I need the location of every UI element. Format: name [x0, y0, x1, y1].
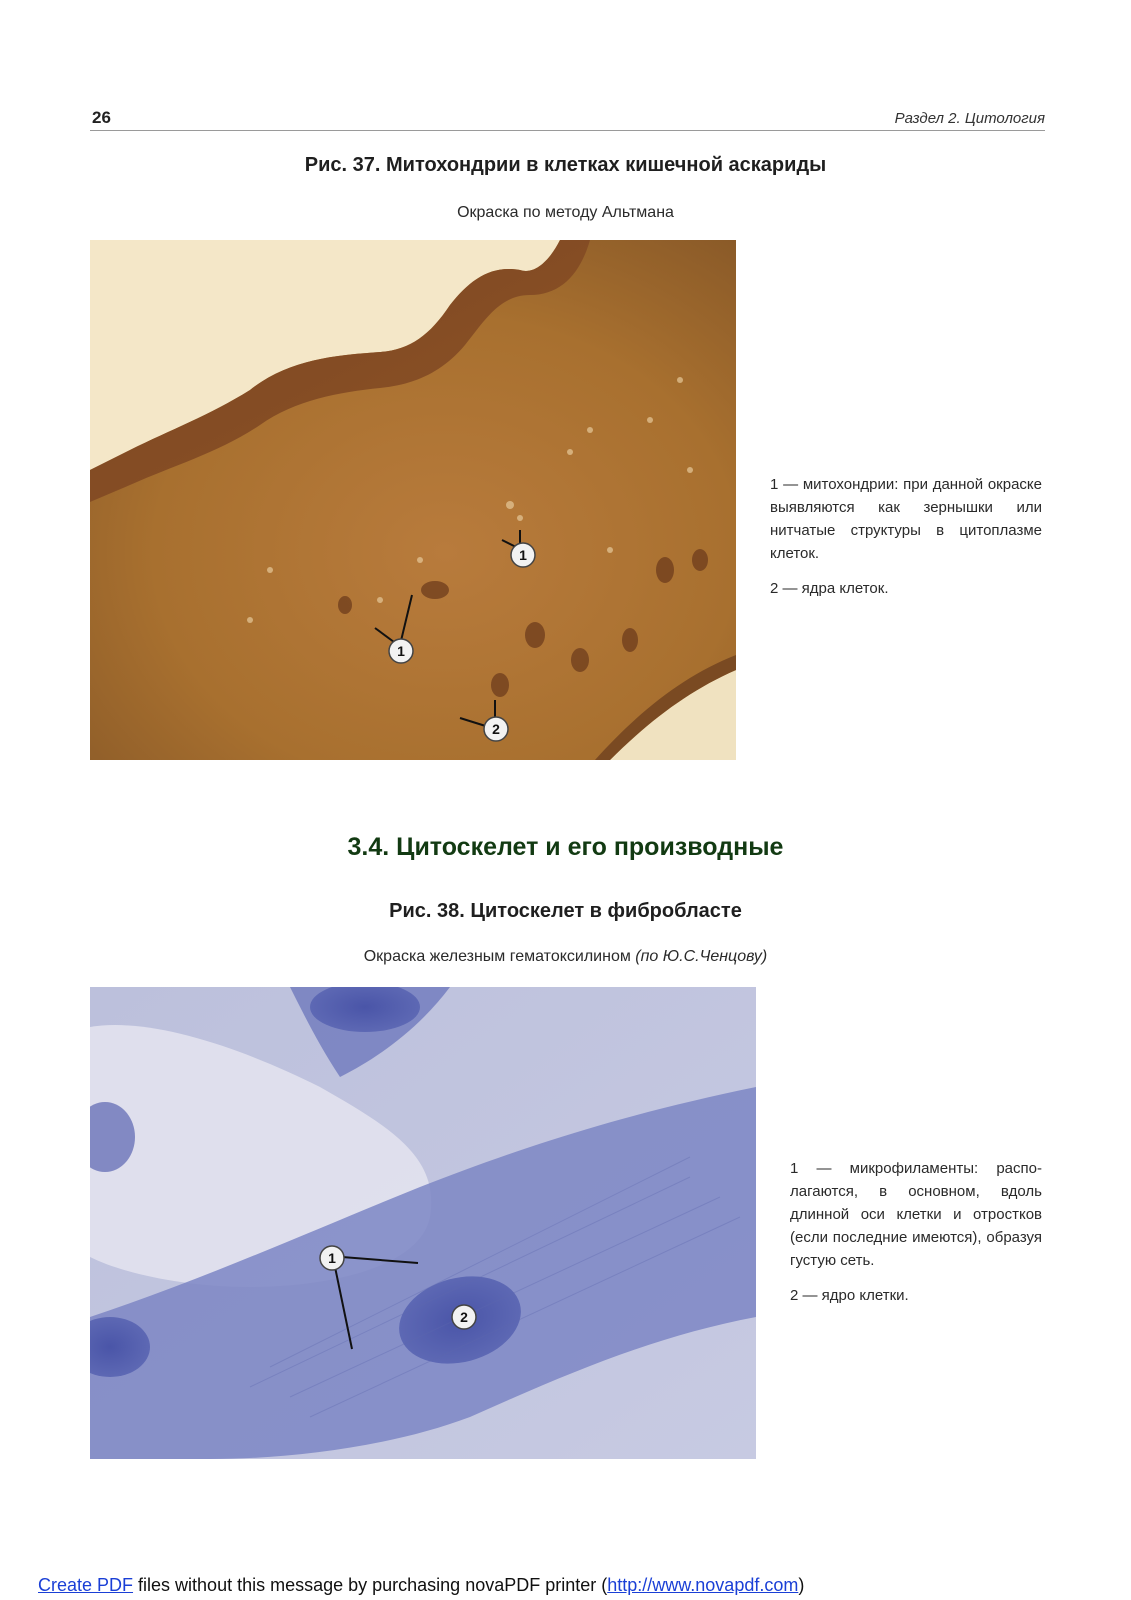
micrograph-ascaris-image: [90, 240, 736, 760]
footer-text: files without this message by purchasing novaPDF printer (: [133, 1575, 608, 1595]
figure-38-legend-item-1: 1 — микрофиламенты: располагаются, в основном, вдоль длинной оси клетки и отростков (если последние имеются), образуя густую сеть.: [790, 1160, 1042, 1269]
figure-38-stain-author: (по Ю.С.Ченцову): [635, 948, 768, 965]
footer-text-end: ): [798, 1575, 805, 1595]
page-number: 26: [92, 108, 111, 127]
figure-37-legend: [770, 473, 1042, 612]
create-pdf-link[interactable]: Create PDF: [38, 1575, 134, 1595]
micrograph-fibroblast-image: [90, 987, 756, 1459]
figure-37-title: Рис. 37. Митохондрии в клетках кишечной аскариды: [304, 154, 827, 176]
figure-38-micrograph: [90, 987, 756, 1459]
figure-37-marker-2: [484, 717, 508, 741]
figure-38-stain-method: Окраска железным гематоксилином: [363, 948, 631, 965]
figure-38-legend: [790, 1157, 1042, 1319]
figure-37-legend-item-2: 2 — ядра клеток.: [770, 580, 889, 597]
svg-text:2: 2: [460, 1309, 468, 1325]
svg-text:1: 1: [397, 643, 405, 659]
header-rule: [90, 130, 1045, 131]
figure-37-marker-1a: [511, 543, 535, 567]
figure-37-stain: Окраска по методу Альтмана: [457, 204, 674, 221]
figure-37-marker-1b: [389, 639, 413, 663]
svg-text:1: 1: [328, 1250, 336, 1266]
figure-38-marker-2: [452, 1305, 476, 1329]
footer-notice: [38, 1575, 804, 1596]
running-header: Раздел 2. Цитология: [894, 110, 1045, 127]
svg-text:2: 2: [492, 721, 500, 737]
svg-text:1: 1: [519, 547, 527, 563]
figure-37-micrograph: [90, 240, 736, 760]
section-title: 3.4. Цитоскелет и его производные: [347, 833, 784, 861]
figure-37-legend-item-1: 1 — митохондрии: при данной окраске выявляются как зернышки или нитчатые структуры в цитоплазме клеток.: [770, 476, 1042, 562]
figure-38-marker-1: [320, 1246, 344, 1270]
figure-38-title: Рис. 38. Цитоскелет в фибробласте: [389, 900, 742, 922]
novapdf-link[interactable]: http://www.novapdf.com: [607, 1575, 799, 1595]
figure-38-legend-item-2: 2 — ядро клетки.: [790, 1287, 909, 1304]
figure-38-stain: [0, 948, 1131, 966]
